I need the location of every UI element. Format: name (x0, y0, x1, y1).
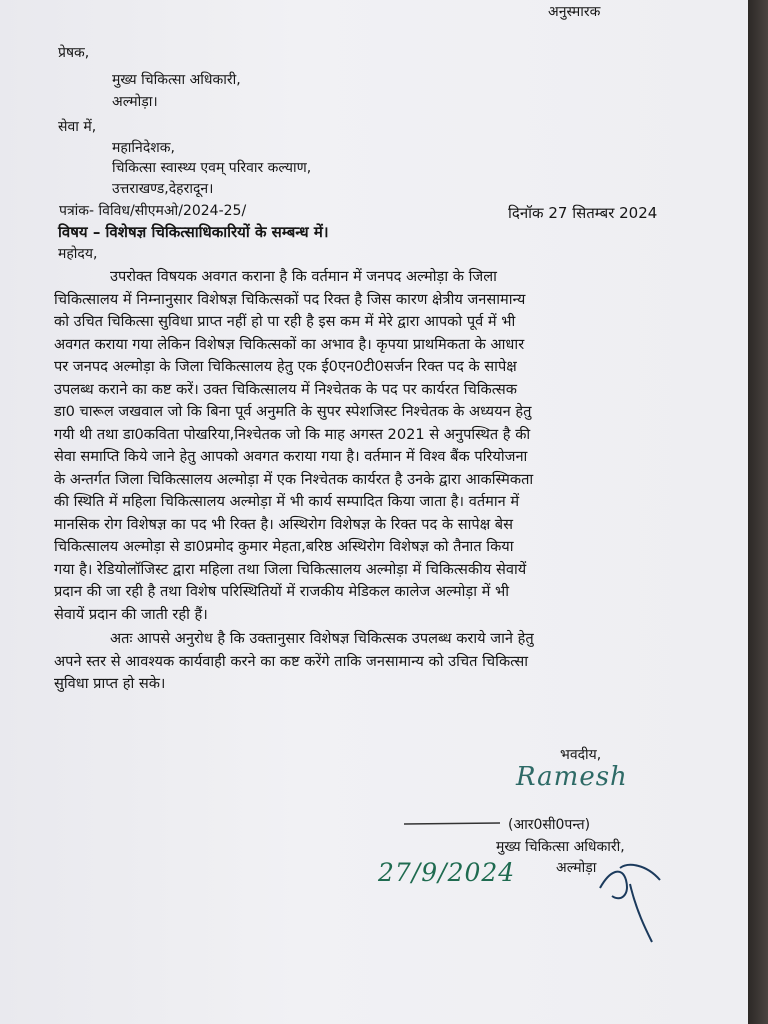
body-line: सुविधा प्राप्त हो सके। (54, 675, 166, 692)
initials-mark (600, 865, 660, 942)
recipient-department: चिकित्सा स्वास्थ्य एवम् परिवार कल्याण, (112, 160, 312, 176)
reference-number: पत्रांक- विविध/सीएमओ/2024-25/ (59, 203, 247, 219)
recipient-label: सेवा में, (58, 119, 97, 135)
body-line: के अन्तर्गत जिला चिकित्सालय अल्मोड़ा में एक निश्चेतक कार्यरत है उनके द्वारा आकस्मिकता (54, 470, 534, 488)
body-line: अवगत कराया गया लेकिन विशेषज्ञ चिकित्सकों का अभाव है। कृपया प्राथमिकता के आधार (54, 335, 525, 353)
body-line: उपरोक्त विषयक अवगत कराना है कि वर्तमान में जनपद अल्मोड़ा के जिला (110, 268, 497, 285)
body-line: गया है। रेडियोलॉजिस्ट द्वारा महिला तथा जिला चिकित्सालय अल्मोड़ा में चिकित्सकीय सेवायें (54, 560, 527, 578)
valediction: भवदीय, (560, 747, 602, 763)
body-line: सेवायें प्रदान की जाती रही हैं। (54, 605, 208, 623)
body-line: को उचित चिकित्सा सुविधा प्राप्त नहीं हो पा रही है इस कम में मेरे द्वारा आपको पूर्व में भी (54, 313, 516, 330)
body-line: पर जनपद अल्मोड़ा के जिला चिकित्सालय हेतु एक ई0एन0टी0सर्जन रिक्त पद के सापेक्ष (54, 358, 517, 375)
officer-designation: मुख्य चिकित्सा अधिकारी, (496, 839, 625, 855)
reminder-label: अनुस्मारक (548, 4, 601, 20)
salutation: महोदय, (58, 246, 98, 262)
body-line: सेवा समाप्ति किये जाने हेतु आपको अवगत कराया गया है। वर्तमान में विश्व बैंक परियोजना (54, 448, 528, 465)
body-line: मानसिक रोग विशेषज्ञ का पद भी रिक्त है। अस्थिरोग विशेषज्ञ के रिक्त पद के सापेक्ष बेस (54, 515, 514, 533)
signature-underline (404, 823, 500, 824)
body-line: अपने स्तर से आवश्यक कार्यवाही करने का कष्ट करेंगे ताकि जनसामान्य को उचित चिकित्सा (54, 652, 528, 670)
sender-designation: मुख्य चिकित्सा अधिकारी, (112, 72, 241, 88)
sender-place: अल्मोड़ा। (112, 94, 158, 110)
body-line: गयी थी तथा डा0कविता पोखरिया,निश्चेतक जो कि माह अगस्त 2021 से अनुपस्थित है की (54, 425, 531, 443)
body-line: डा0 चारूल जखवाल जो कि बिना पूर्व अनुमति के सुपर स्पेशजिस्ट निश्चेतक के अध्ययन हेतु (54, 403, 532, 420)
sender-label: प्रेषक, (58, 45, 90, 61)
body-line: अतः आपसे अनुरोध है कि उक्तानुसार विशेषज्ञ चिकित्सक उपलब्ध कराये जाने हेतु (110, 630, 534, 647)
subject-line: विषय – विशेषज्ञ चिकित्साधिकारियों के सम्बन्ध में। (58, 223, 329, 241)
recipient-designation: महानिदेशक, (112, 140, 175, 156)
body-line: की स्थिति में महिला चिकित्सालय अल्मोड़ा में भी कार्य सम्पादित किया जाता है। वर्तमान में (54, 493, 520, 510)
body-line: उपलब्ध कराने का कष्ट करें। उक्त चिकित्सालय में निश्चेतक के पद पर कार्यरत चिकित्सक (54, 380, 518, 398)
body-line: चिकित्सालय अल्मोड़ा से डा0प्रमोद कुमार मेहता,बरिष्ठ अस्थिरोग विशेषज्ञ को तैनात किया (54, 538, 514, 555)
handwritten-date: 27/9/2024 (378, 858, 516, 887)
desk-edge (748, 0, 768, 1024)
letter-date: दिनॉक 27 सितम्बर 2024 (508, 204, 658, 222)
officer-place: अल्मोड़ा (556, 860, 597, 876)
handwritten-signature: Ramesh (516, 762, 628, 792)
recipient-place: उत्तराखण्ड,देहरादून। (112, 181, 214, 197)
officer-name: (आर0सी0पन्त) (508, 817, 591, 833)
body-line: चिकित्सालय में निम्नानुसार विशेषज्ञ चिकित्सकों पद रिक्त है जिस कारण क्षेत्रीय जनसामान्य (54, 290, 526, 308)
body-line: प्रदान की जा रही है तथा विशेष परिस्थितियों में राजकीय मेडिकल कालेज अल्मोड़ा में भी (54, 583, 510, 600)
